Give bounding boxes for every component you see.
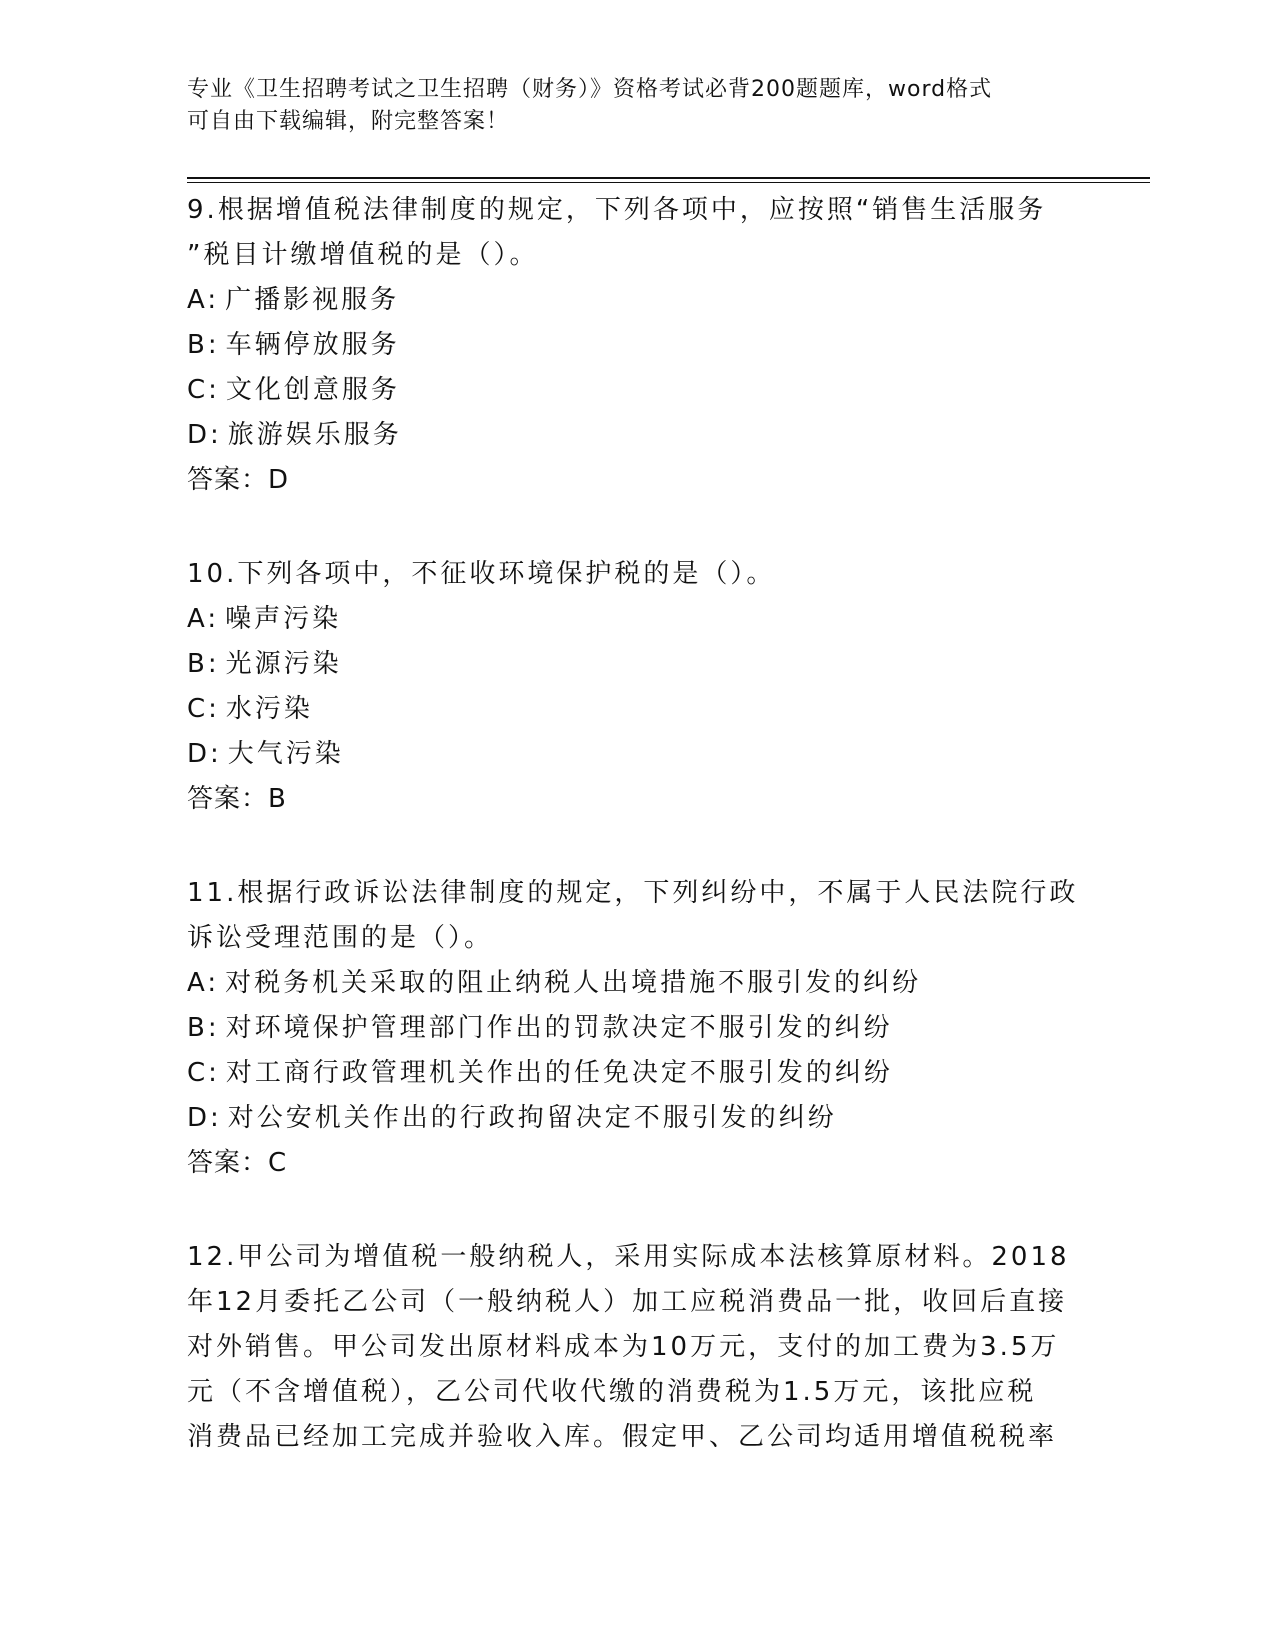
stem-line: 根据行政诉讼法律制度的规定，下列纠纷中，不属于人民法院行政 xyxy=(237,878,1079,908)
answer-value: C xyxy=(268,1148,288,1178)
question-10 xyxy=(187,552,1087,822)
stem-line: 诉讼受理范围的是（）。 xyxy=(187,923,494,953)
stem-line: ”税目计缴增值税的是（）。 xyxy=(187,240,539,270)
question-number: 10. xyxy=(187,559,238,589)
option-text: 光源污染 xyxy=(225,649,342,679)
header-line-2: 可自由下载编辑，附完整答案！ xyxy=(187,109,510,134)
option-a xyxy=(187,597,1087,642)
option-b xyxy=(187,642,1087,687)
option-letter: A: xyxy=(187,604,220,634)
question-9 xyxy=(187,188,1087,503)
answer-value: B xyxy=(268,784,287,814)
stem-line: 年12月委托乙公司（一般纳税人）加工应税消费品一批，收回后直接 xyxy=(187,1287,1068,1317)
option-text: 对税务机关采取的阻止纳税人出境措施不服引发的纠纷 xyxy=(225,968,922,998)
option-text: 对工商行政管理机关作出的任免决定不服引发的纠纷 xyxy=(225,1058,893,1088)
option-text: 对公安机关作出的行政拘留决定不服引发的纠纷 xyxy=(227,1103,837,1133)
stem-line: 消费品已经加工完成并验收入库。假定甲、乙公司均适用增值税税率 xyxy=(187,1422,1058,1452)
stem-line: 根据增值税法律制度的规定，下列各项中，应按照“销售生活服务 xyxy=(217,195,1047,225)
option-b xyxy=(187,323,1087,368)
option-text: 水污染 xyxy=(225,694,313,724)
answer-label: 答案： xyxy=(187,1148,269,1178)
option-c xyxy=(187,1051,1087,1096)
stem-line: 对外销售。甲公司发出原材料成本为10万元，支付的加工费为3.5万 xyxy=(187,1332,1060,1362)
option-d xyxy=(187,732,1087,777)
answer-line xyxy=(187,1141,1087,1186)
question-number: 11. xyxy=(187,878,238,908)
option-text: 文化创意服务 xyxy=(225,375,400,405)
stem-line: 元（不含增值税），乙公司代收代缴的消费税为1.5万元，该批应税 xyxy=(187,1377,1037,1407)
option-c xyxy=(187,368,1087,413)
header-divider-thin xyxy=(187,182,1150,183)
document-header xyxy=(187,74,1067,138)
option-text: 噪声污染 xyxy=(225,604,342,634)
answer-label: 答案： xyxy=(187,465,269,495)
option-letter: B: xyxy=(187,649,220,679)
option-letter: D: xyxy=(187,420,222,450)
question-number: 12. xyxy=(187,1242,238,1272)
option-text: 对环境保护管理部门作出的罚款决定不服引发的纠纷 xyxy=(225,1013,893,1043)
answer-label: 答案： xyxy=(187,784,269,814)
option-c xyxy=(187,687,1087,732)
stem-line: 甲公司为增值税一般纳税人，采用实际成本法核算原材料。2018 xyxy=(237,1242,1070,1272)
question-number: 9. xyxy=(187,195,218,225)
option-text: 大气污染 xyxy=(227,739,344,769)
question-stem xyxy=(187,188,1087,233)
option-letter: B: xyxy=(187,330,220,360)
question-stem xyxy=(187,552,1087,597)
option-letter: C: xyxy=(187,375,220,405)
question-stem xyxy=(187,871,1087,916)
answer-line xyxy=(187,777,1087,822)
option-a xyxy=(187,278,1087,323)
option-letter: D: xyxy=(187,1103,222,1133)
option-b xyxy=(187,1006,1087,1051)
option-letter: C: xyxy=(187,1058,220,1088)
question-11 xyxy=(187,871,1087,1186)
question-list xyxy=(187,188,1087,1460)
option-letter: A: xyxy=(187,968,220,998)
option-d xyxy=(187,413,1087,458)
option-text: 广播影视服务 xyxy=(225,285,400,315)
option-text: 旅游娱乐服务 xyxy=(227,420,402,450)
header-divider-thick xyxy=(187,177,1150,179)
question-stem xyxy=(187,1235,1087,1280)
header-line-1: 专业《卫生招聘考试之卫生招聘（财务）》资格考试必背200题题库，word格式 xyxy=(187,77,993,102)
option-letter: B: xyxy=(187,1013,220,1043)
option-d xyxy=(187,1096,1087,1141)
option-letter: C: xyxy=(187,694,220,724)
option-a xyxy=(187,961,1087,1006)
option-letter: A: xyxy=(187,285,220,315)
answer-line xyxy=(187,458,1087,503)
question-12 xyxy=(187,1235,1087,1460)
option-letter: D: xyxy=(187,739,222,769)
option-text: 车辆停放服务 xyxy=(225,330,400,360)
stem-line: 下列各项中，不征收环境保护税的是（）。 xyxy=(237,559,776,589)
answer-value: D xyxy=(268,465,290,495)
